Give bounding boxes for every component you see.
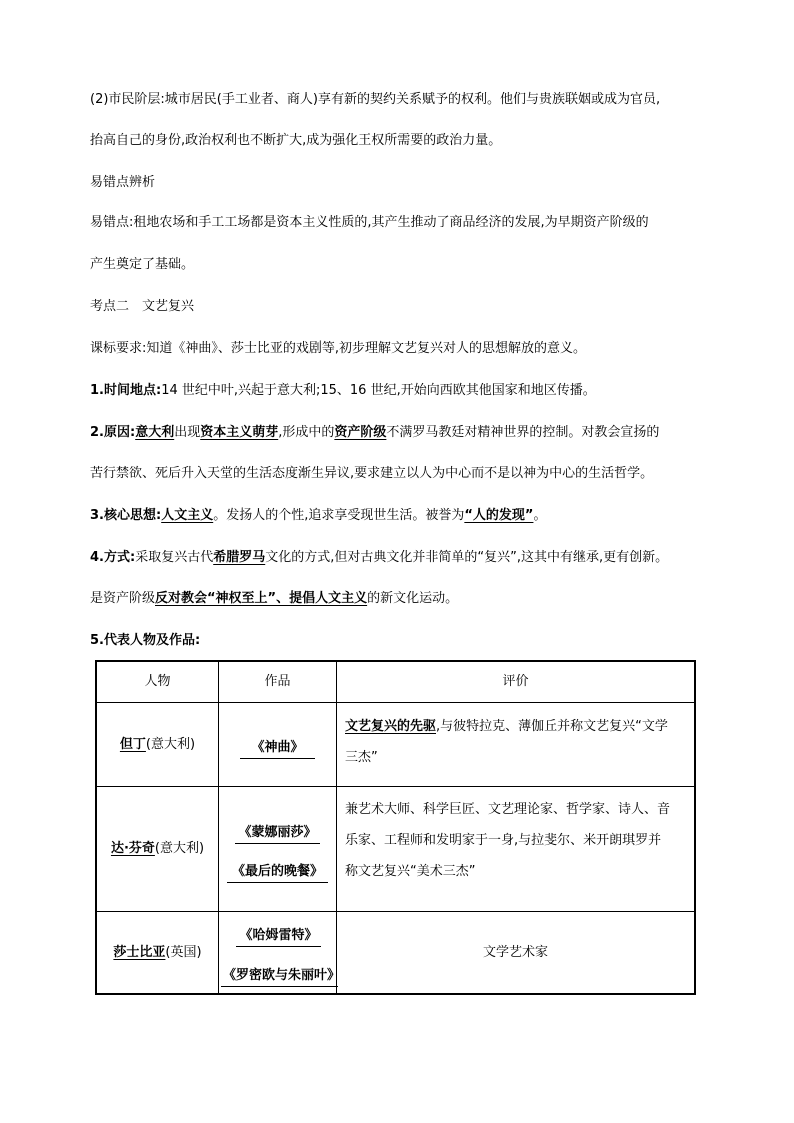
- method-text-1: 采取复兴古代: [135, 550, 214, 565]
- paragraph-error-line1: 易错点:租地农场和手工工场都是资本主义性质的,其产生推动了商品经济的发展,为早期资产阶级的: [90, 215, 649, 230]
- core-label: 3.核心思想:: [90, 508, 162, 523]
- evaluation-text: 兼艺术大师、科学巨匠、文艺理论家、哲学家、诗人、音: [345, 802, 671, 817]
- cause-keyword-capitalism: 资本主义萌芽: [200, 425, 279, 440]
- cause-text-1: 出现: [174, 425, 201, 440]
- person-shakespeare: [97, 912, 218, 993]
- person-country: (意大利): [154, 841, 205, 856]
- evaluation-text: 称文艺复兴“美术三杰”: [345, 864, 476, 879]
- cause-line1: [90, 424, 715, 442]
- cause-line2: 苦行禁欲、死后升入天堂的生活态度渐生异议,要求建立以人为中心而不是以神为中心的生活哲学。: [90, 466, 654, 481]
- paragraph-burghers-line1: (2)市民阶层:城市居民(手工业者、商人)享有新的契约关系赋予的权利。他们与贵族联姻或成为官员,: [90, 92, 661, 107]
- time-text: 14 世纪中叶,兴起于意大利;15、16 世纪,开始向西欧其他国家和地区传播。: [161, 383, 596, 398]
- header-works: 作品: [264, 674, 291, 689]
- paragraph-burghers-line2: 抬高自己的身份,政治权利也不断扩大,成为强化王权所需要的政治力量。: [90, 133, 502, 148]
- method-line1: [90, 549, 715, 567]
- paragraph-error-line2: 产生奠定了基础。: [90, 257, 195, 272]
- core-keyword-humanism: 人文主义: [161, 508, 214, 523]
- core-text-2: 。: [533, 508, 547, 523]
- person-name: 达·芬奇: [110, 841, 155, 856]
- work-mona-lisa: 《蒙娜丽莎》: [235, 821, 320, 844]
- time-place-line: [90, 382, 715, 400]
- method-label: 4.方式:: [90, 550, 136, 565]
- evaluation-text: ,与彼特拉克、薄伽丘并称文艺复兴“文学: [436, 719, 668, 734]
- curriculum-standard: 课标要求:知道《神曲》、莎士比亚的戏剧等,初步理解文艺复兴对人的思想解放的意义。: [90, 341, 587, 356]
- evaluation-keyword: 文艺复兴的先驱: [345, 719, 437, 734]
- representatives-table: [95, 660, 696, 995]
- method-line2: [90, 590, 715, 608]
- person-name: 但丁: [119, 736, 146, 752]
- evaluation-dante: [345, 711, 690, 773]
- method-keyword-greco-roman: 希腊罗马: [213, 550, 266, 565]
- method-keyword-anti-church: 反对教会“神权至上”、提倡人文主义: [155, 591, 368, 606]
- evaluation-da-vinci: [345, 794, 690, 887]
- person-dante: [97, 703, 218, 786]
- cause-label: 2.原因:: [90, 425, 136, 440]
- time-label: 1.时间地点:: [90, 383, 162, 398]
- cause-text-3: 不满罗马教廷对精神世界的控制。对教会宣扬的: [386, 425, 660, 440]
- table-divider: [218, 662, 219, 993]
- person-country: (意大利): [145, 736, 196, 752]
- person-name: 莎士比亚: [113, 944, 166, 960]
- core-text-1: 。发扬人的个性,追求享受现世生活。被誉为: [213, 508, 465, 523]
- core-idea-line: [90, 507, 715, 525]
- work-hamlet: 《哈姆雷特》: [236, 924, 321, 947]
- evaluation-shakespeare: 文学艺术家: [482, 944, 548, 960]
- error-heading: 易错点辨析: [90, 175, 156, 190]
- person-da-vinci: [97, 787, 218, 911]
- work-divine-comedy: 《神曲》: [240, 736, 315, 759]
- header-evaluation: 评价: [502, 674, 529, 689]
- core-keyword-discovery: “人的发现”: [464, 508, 534, 523]
- method-text-3: 是资产阶级: [90, 591, 156, 606]
- method-text-4: 的新文化运动。: [367, 591, 459, 606]
- cause-keyword-italy: 意大利: [135, 425, 175, 440]
- header-person: 人物: [144, 674, 171, 689]
- work-last-supper: 《最后的晚餐》: [227, 860, 328, 883]
- person-country: (英国): [165, 944, 202, 960]
- evaluation-text: 乐家、工程师和发明家于一身,与拉斐尔、米开朗琪罗并: [345, 833, 662, 848]
- topic2-heading: 考点二 文艺复兴: [90, 299, 195, 314]
- cause-text-2: ,形成中的: [278, 425, 335, 440]
- evaluation-text: 三杰”: [345, 750, 378, 765]
- cause-keyword-bourgeoisie: 资产阶级: [334, 425, 387, 440]
- work-romeo-juliet: 《罗密欧与朱丽叶》: [221, 964, 338, 987]
- method-text-2: 文化的方式,但对古典文化并非简单的“复兴”,这其中有继承,更有创新。: [265, 550, 669, 565]
- representatives-label: 5.代表人物及作品:: [90, 633, 201, 648]
